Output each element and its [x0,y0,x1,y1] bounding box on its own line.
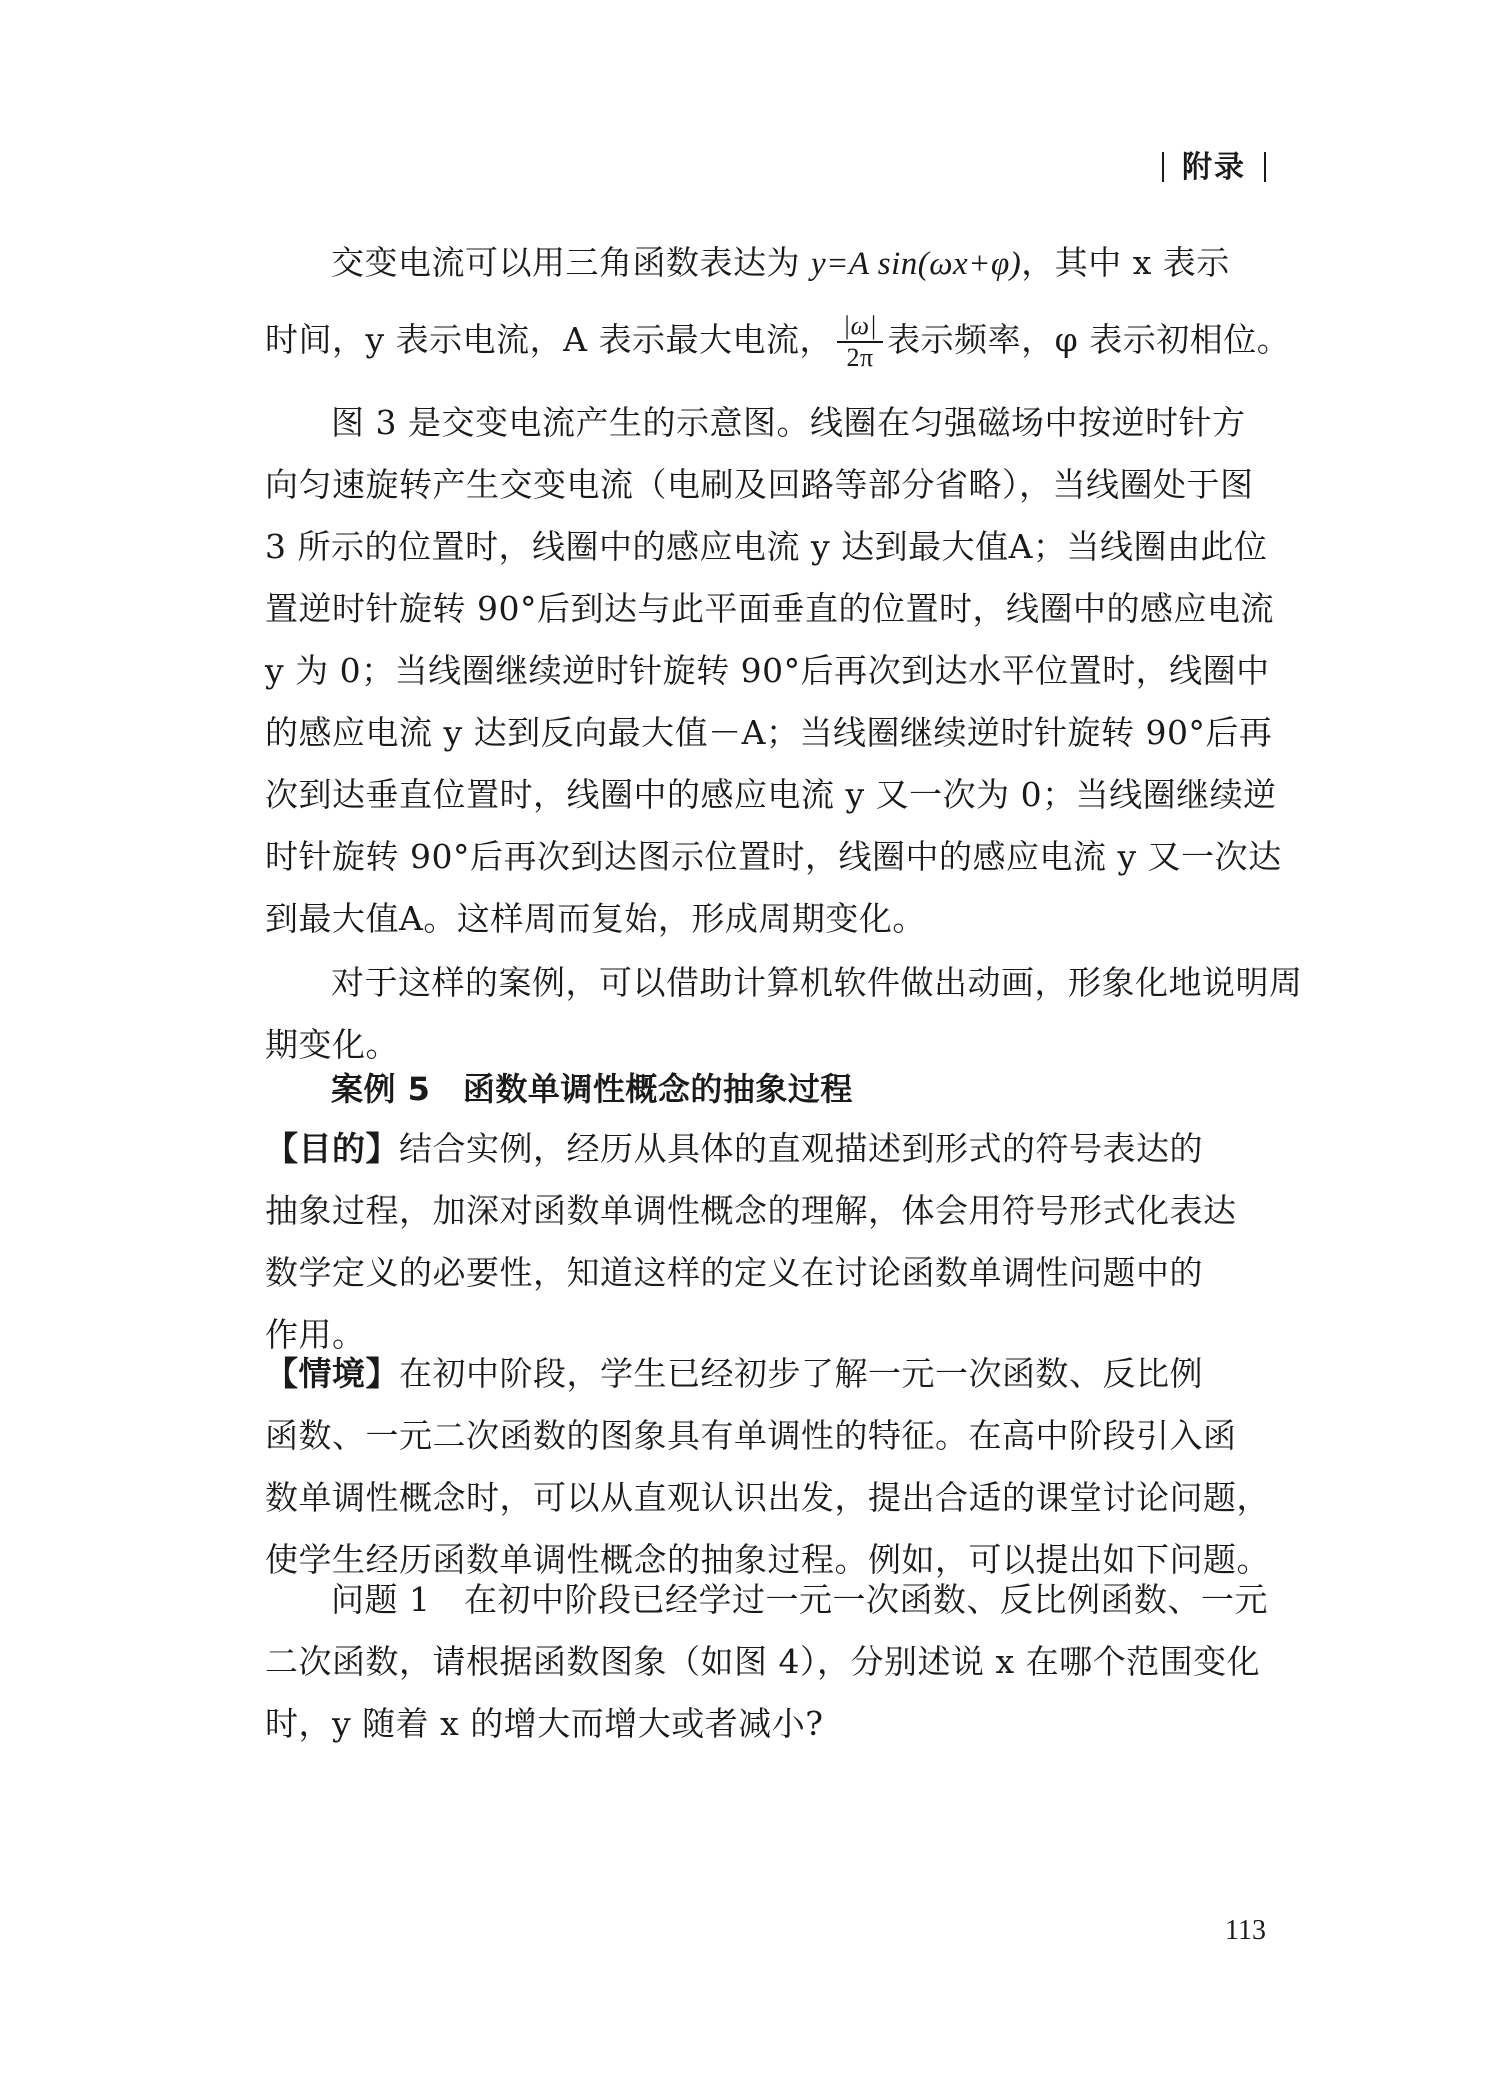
text-line: 图 3 是交变电流产生的示意图。线圈在匀强磁场中按逆时针方 [331,403,1246,442]
fraction-numerator: |ω| [837,311,883,343]
text-line: 期变化。 [265,1025,399,1064]
text-span: 表示频率，φ 表示初相位。 [887,320,1291,359]
paragraph-ac-formula [265,232,1265,294]
fraction-denominator: 2π [846,343,874,372]
text-line [265,232,1265,294]
paragraph-question1 [265,1569,1268,1755]
text-line: 置逆时针旋转 90°后到达与此平面垂直的位置时，线圈中的感应电流 [265,589,1274,628]
text-line: 函数、一元二次函数的图象具有单调性的特征。在高中阶段引入函 [265,1416,1237,1455]
running-header [1144,142,1284,186]
text-line: 对于这样的案例，可以借助计算机软件做出动画，形象化地说明周 [331,963,1303,1002]
text-span: 结合实例，经历从具体的直观描述到形式的符号表达的 [399,1129,1203,1168]
text-line: 次到达垂直位置时，线圈中的感应电流 y 又一次为 0；当线圈继续逆 [265,775,1277,814]
header-divider-left [1162,152,1164,182]
text-line: y 为 0；当线圈继续逆时针旋转 90°后再次到达水平位置时，线圈中 [265,651,1270,690]
paragraph-purpose [265,1118,1265,1366]
paragraph-figure3 [265,392,1282,950]
math-expression: y=A sin(ωx+φ) [811,246,1022,282]
text-line: 作用。 [265,1315,366,1354]
text-line [265,1343,1265,1405]
page-number: 113 [1225,1915,1266,1946]
text-line: 时针旋转 90°后再次到达图示位置时，线圈中的感应电流 y 又一次达 [265,837,1282,876]
purpose-label: 【目的】 [265,1129,399,1168]
text-line: 数学定义的必要性，知道这样的定义在讨论函数单调性问题中的 [265,1253,1203,1292]
fraction [837,311,883,373]
text-line: 3 所示的位置时，线圈中的感应电流 y 达到最大值A；当线圈由此位 [265,527,1268,566]
paragraph-situation [265,1343,1270,1591]
case-title: 案例 5 函数单调性概念的抽象过程 [331,1070,853,1108]
text-line: 二次函数，请根据函数图象（如图 4），分别述说 x 在哪个范围变化 [265,1642,1261,1681]
text-line: 时，y 随着 x 的增大而增大或者减小? [265,1704,824,1743]
text-span: 交变电流可以用三角函数表达为 [331,243,811,282]
text-span: ，其中 x 表示 [1021,243,1230,282]
text-line: 使学生经历函数单调性概念的抽象过程。例如，可以提出如下问题。 [265,1540,1270,1579]
text-line [265,302,1291,378]
text-line: 问题 1 在初中阶段已经学过一元一次函数、反比例函数、一元 [331,1580,1268,1619]
header-divider-right [1264,152,1266,182]
case-heading [265,1058,1265,1120]
header-section-title: 附录 [1182,150,1246,185]
paragraph-ac-formula-cont [265,302,1291,378]
text-line [265,1118,1265,1180]
text-line: 数单调性概念时，可以从直观认识出发，提出合适的课堂讨论问题， [265,1478,1270,1517]
text-line: 的感应电流 y 达到反向最大值－A；当线圈继续逆时针旋转 90°后再 [265,713,1273,752]
situation-label: 【情境】 [265,1354,399,1393]
text-span: 时间，y 表示电流，A 表示最大电流， [265,320,833,359]
text-line: 抽象过程，加深对函数单调性概念的理解，体会用符号形式化表达 [265,1191,1237,1230]
text-span: 在初中阶段，学生已经初步了解一元一次函数、反比例 [399,1354,1203,1393]
text-line: 到最大值A。这样周而复始，形成周期变化。 [265,899,926,938]
text-line: 向匀速旋转产生交变电流（电刷及回路等部分省略），当线圈处于图 [265,465,1254,504]
